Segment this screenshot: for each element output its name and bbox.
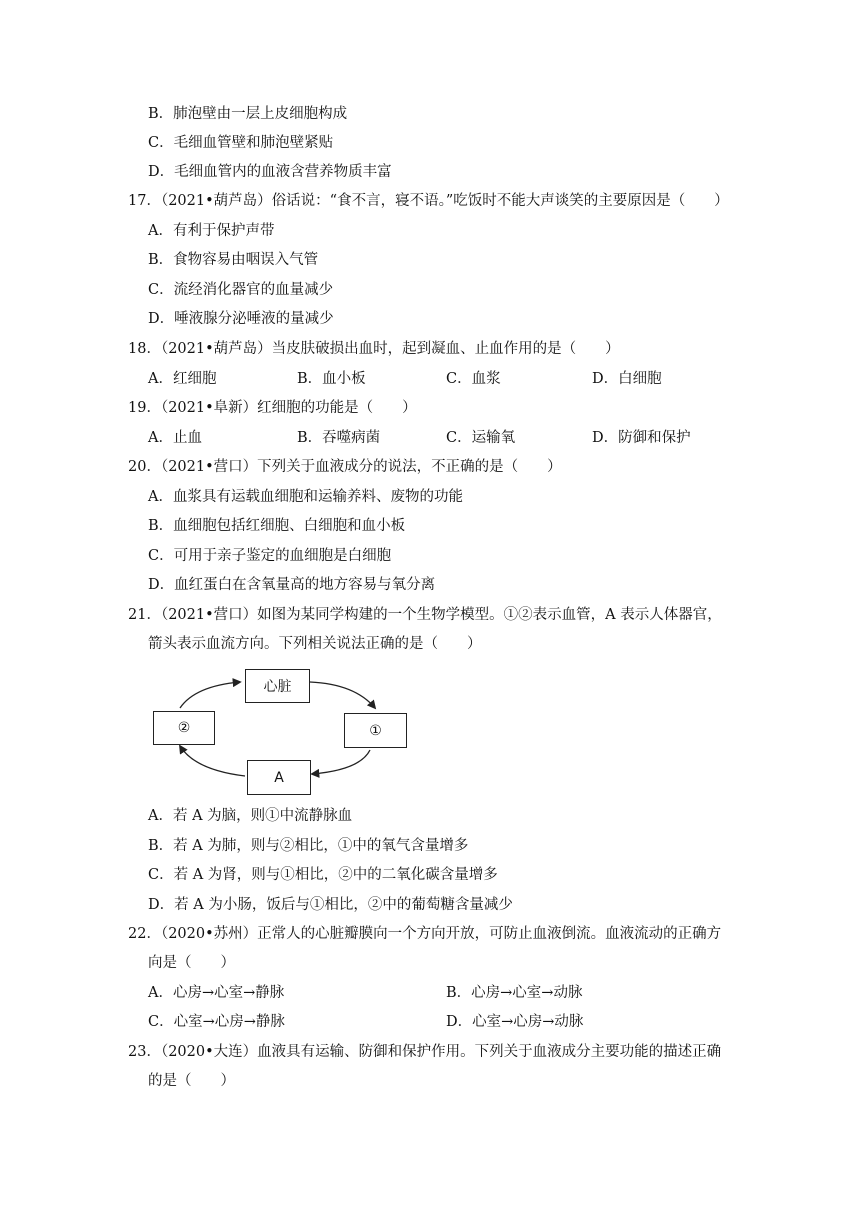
q19-option-a: A．止血 (148, 430, 202, 446)
arrow-v2-to-heart (180, 682, 240, 708)
q16-option-b: B．肺泡壁由一层上皮细胞构成 (148, 106, 348, 122)
arrow-organ-to-v2 (180, 746, 245, 776)
q16-option-d: D．毛细血管内的血液含营养物质丰富 (148, 164, 392, 180)
q17-stem: 17．（2021•葫芦岛）俗话说：“食不言，寝不语。”吃饭时不能大声谈笑的主要原因是（ ） (128, 193, 729, 209)
q21-option-a: A．若 A 为脑，则①中流静脉血 (148, 808, 353, 824)
q20-option-d: D．血红蛋白在含氧量高的地方容易与氧分离 (148, 577, 436, 593)
q19-option-b: B．吞噬病菌 (297, 430, 381, 446)
q18-stem: 18．（2021•葫芦岛）当皮肤破损出血时，起到凝血、止血作用的是（ ） (128, 341, 620, 357)
q22-option-a: A．心房→心室→静脉 (148, 985, 285, 1001)
q18-option-c: C．血浆 (446, 371, 501, 387)
q16-option-c: C．毛细血管壁和肺泡壁紧贴 (148, 135, 334, 151)
q17-option-b: B．食物容易由咽误入气管 (148, 252, 319, 268)
q20-option-c: C．可用于亲子鉴定的血细胞是白细胞 (148, 548, 392, 564)
q22-option-b: B．心房→心室→动脉 (446, 985, 583, 1001)
q20-stem: 20．（2021•营口）下列关于血液成分的说法，不正确的是（ ） (128, 459, 562, 475)
organ-a-box: A (247, 760, 311, 795)
q17-option-a: A．有利于保护声带 (148, 223, 275, 239)
q20-option-a: A．血浆具有运载血细胞和运输养料、废物的功能 (148, 489, 463, 505)
arrow-heart-to-v1 (310, 682, 375, 708)
blood-circulation-diagram (150, 668, 420, 802)
q22-stem-line-1: 22．（2020•苏州）正常人的心脏瓣膜向一个方向开放，可防止血液倒流。血液流动的正确方 (128, 926, 722, 942)
q17-option-d: D．唾液腺分泌唾液的量减少 (148, 311, 334, 327)
q21-option-c: C．若 A 为肾，则与①相比，②中的二氧化碳含量增多 (148, 867, 498, 883)
q20-option-b: B．血细胞包括红细胞、白细胞和血小板 (148, 518, 406, 534)
q21-stem-line-1: 21．（2021•营口）如图为某同学构建的一个生物学模型。①②表示血管，A 表示人体器官， (128, 607, 722, 623)
q22-option-c: C．心室→心房→静脉 (148, 1014, 285, 1030)
q22-option-d: D．心室→心房→动脉 (446, 1014, 584, 1030)
arrow-v1-to-organ (312, 750, 370, 774)
q18-option-b: B．血小板 (297, 371, 366, 387)
q21-option-d: D．若 A 为小肠，饭后与①相比，②中的葡萄糖含量减少 (148, 897, 513, 913)
q23-stem-line-2: 的是（ ） (148, 1073, 235, 1089)
q21-option-b: B．若 A 为肺，则与②相比，①中的氧气含量增多 (148, 838, 469, 854)
vessel-2-box: ② (153, 711, 215, 745)
heart-box: 心脏 (245, 669, 310, 703)
q17-option-c: C．流经消化器官的血量减少 (148, 282, 334, 298)
q18-option-a: A．红细胞 (148, 371, 217, 387)
q18-option-d: D．白细胞 (592, 371, 662, 387)
q19-stem: 19．（2021•阜新）红细胞的功能是（ ） (128, 400, 417, 416)
vessel-1-box: ① (344, 713, 407, 748)
q23-stem-line-1: 23．（2020•大连）血液具有运输、防御和保护作用。下列关于血液成分主要功能的描述正确 (128, 1044, 722, 1060)
q19-option-c: C．运输氧 (446, 430, 516, 446)
q21-stem-line-2: 箭头表示血流方向。下列相关说法正确的是（ ） (148, 636, 482, 652)
q19-option-d: D．防御和保护 (592, 430, 691, 446)
q22-stem-line-2: 向是（ ） (148, 955, 235, 971)
